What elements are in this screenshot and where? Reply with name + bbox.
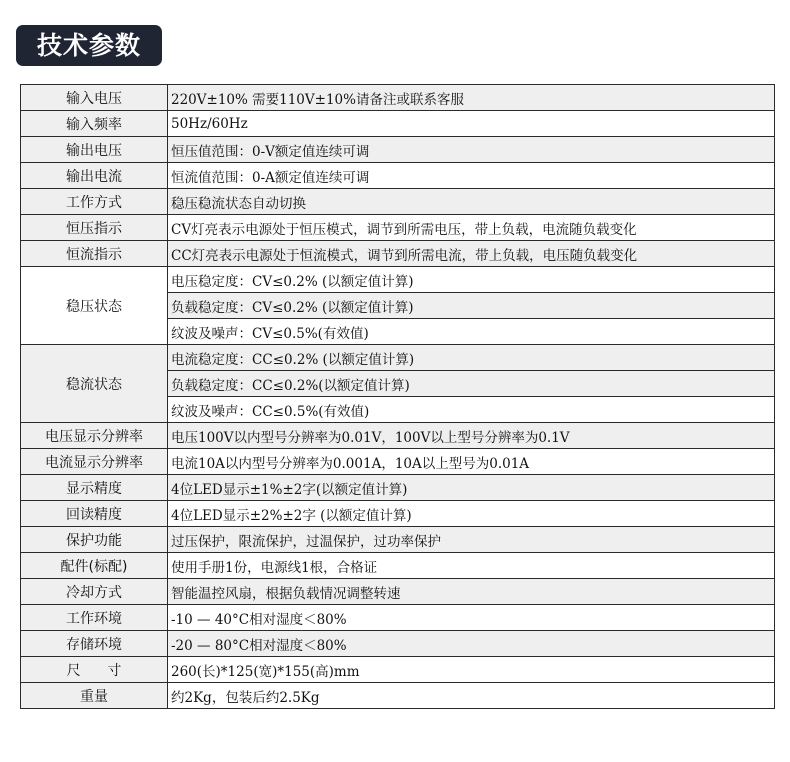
row-value: 4位LED显示±1%±2字(以额定值计算) — [168, 475, 775, 501]
row-label: 输入频率 — [21, 111, 168, 137]
table-row — [21, 579, 775, 605]
row-value: 220V±10% 需要110V±10%请备注或联系客服 — [168, 85, 775, 111]
row-value: 电流10A以内型号分辨率为0.001A，10A以上型号为0.01A — [168, 449, 775, 475]
row-label: 输出电流 — [21, 163, 168, 189]
section-title: 技术参数 — [16, 25, 162, 66]
row-label: 恒流指示 — [21, 241, 168, 267]
table-row — [21, 657, 775, 683]
table-row — [21, 683, 775, 709]
row-label: 工作方式 — [21, 189, 168, 215]
table-row — [21, 241, 775, 267]
table-row — [21, 553, 775, 579]
table-row — [21, 111, 775, 137]
row-label: 冷却方式 — [21, 579, 168, 605]
row-value: CV灯亮表示电源处于恒压模式，调节到所需电压，带上负载，电流随负载变化 — [168, 215, 775, 241]
table-row — [21, 189, 775, 215]
row-label: 输入电压 — [21, 85, 168, 111]
table-row — [21, 163, 775, 189]
table-row — [21, 605, 775, 631]
row-label: 稳压状态 — [21, 267, 168, 345]
row-value: 使用手册1份，电源线1根，合格证 — [168, 553, 775, 579]
table-row — [21, 501, 775, 527]
row-value: 约2Kg，包装后约2.5Kg — [168, 683, 775, 709]
row-label: 工作环境 — [21, 605, 168, 631]
row-value: 50Hz/60Hz — [168, 111, 775, 137]
row-value: 260(长)*125(宽)*155(高)mm — [168, 657, 775, 683]
row-label: 重量 — [21, 683, 168, 709]
row-label: 电压显示分辨率 — [21, 423, 168, 449]
table-row — [21, 527, 775, 553]
row-value: 恒流值范围：0-A额定值连续可调 — [168, 163, 775, 189]
table-row — [21, 267, 775, 293]
table-row — [21, 85, 775, 111]
table-row — [21, 423, 775, 449]
table-row — [21, 631, 775, 657]
row-value: CC灯亮表示电源处于恒流模式，调节到所需电流，带上负载，电压随负载变化 — [168, 241, 775, 267]
table-row — [21, 137, 775, 163]
row-label: 稳流状态 — [21, 345, 168, 423]
row-label: 回读精度 — [21, 501, 168, 527]
table-row — [21, 475, 775, 501]
table-row — [21, 449, 775, 475]
row-label: 保护功能 — [21, 527, 168, 553]
row-value: 纹波及噪声：CV≤0.5%(有效值) — [168, 319, 775, 345]
spec-table — [20, 84, 775, 709]
row-value: -10 — 40°C相对湿度＜80% — [168, 605, 775, 631]
row-value: 4位LED显示±2%±2字 (以额定值计算) — [168, 501, 775, 527]
row-label: 电流显示分辨率 — [21, 449, 168, 475]
row-label: 显示精度 — [21, 475, 168, 501]
row-value: 电流稳定度：CC≤0.2% (以额定值计算) — [168, 345, 775, 371]
row-value: 恒压值范围：0-V额定值连续可调 — [168, 137, 775, 163]
row-value: 过压保护，限流保护，过温保护，过功率保护 — [168, 527, 775, 553]
row-value: 稳压稳流状态自动切换 — [168, 189, 775, 215]
row-label: 恒压指示 — [21, 215, 168, 241]
row-value: 负载稳定度：CV≤0.2% (以额定值计算) — [168, 293, 775, 319]
table-row — [21, 345, 775, 371]
row-value: 电压稳定度：CV≤0.2% (以额定值计算) — [168, 267, 775, 293]
row-label: 尺 寸 — [21, 657, 168, 683]
row-value: 智能温控风扇，根据负载情况调整转速 — [168, 579, 775, 605]
row-value: 负载稳定度：CC≤0.2%(以额定值计算) — [168, 371, 775, 397]
row-value: -20 — 80°C相对湿度＜80% — [168, 631, 775, 657]
row-label: 配件(标配) — [21, 553, 168, 579]
row-label: 存储环境 — [21, 631, 168, 657]
row-value: 纹波及噪声：CC≤0.5%(有效值) — [168, 397, 775, 423]
row-label: 输出电压 — [21, 137, 168, 163]
row-value: 电压100V以内型号分辨率为0.01V，100V以上型号分辨率为0.1V — [168, 423, 775, 449]
table-row — [21, 215, 775, 241]
